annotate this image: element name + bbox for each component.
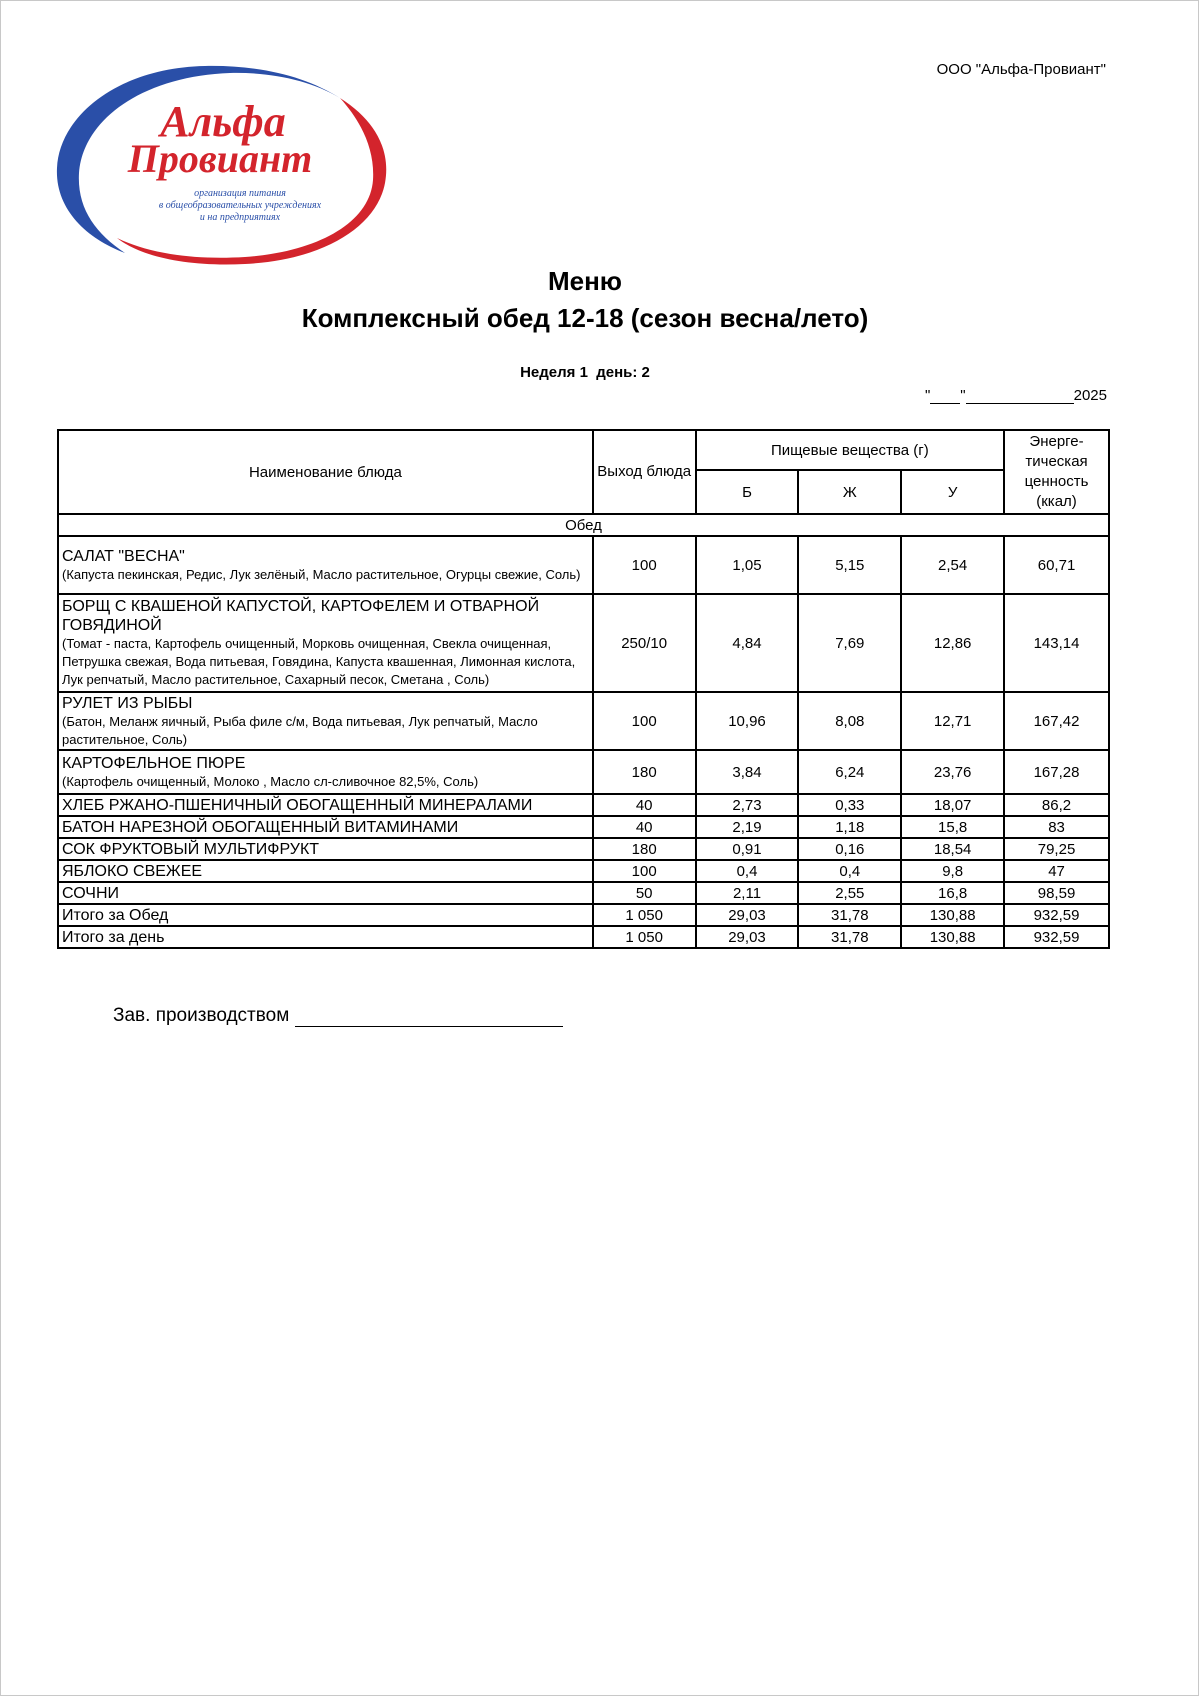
dish-kcal: 98,59 <box>1004 882 1109 904</box>
dish-fat: 0,33 <box>798 794 901 816</box>
day-blank <box>930 389 960 404</box>
dish-fat: 5,15 <box>798 536 901 594</box>
header-nutrients: Пищевые вещества (г) <box>696 430 1004 470</box>
table-row <box>58 750 1109 794</box>
table-row <box>58 594 1109 692</box>
signature-label: Зав. производством <box>113 1005 290 1026</box>
dish-fat: 1,18 <box>798 816 901 838</box>
dish-yield: 180 <box>593 750 696 794</box>
dish-carbs: 18,54 <box>901 838 1004 860</box>
logo-tagline2: в общеобразовательных учреждениях <box>158 200 322 211</box>
total-label: Итого за день <box>58 926 593 948</box>
header-protein: Б <box>696 470 799 514</box>
dish-yield: 100 <box>593 860 696 882</box>
header-energy: Энерге-тическая ценность (ккал) <box>1004 430 1109 514</box>
total-protein: 29,03 <box>696 904 799 926</box>
dish-name: РУЛЕТ ИЗ РЫБЫ <box>62 694 193 712</box>
dish-kcal: 86,2 <box>1004 794 1109 816</box>
dish-carbs: 2,54 <box>901 536 1004 594</box>
dish-carbs: 12,86 <box>901 594 1004 692</box>
logo-brand-line1: Альфа <box>160 97 286 146</box>
dish-yield: 40 <box>593 794 696 816</box>
total-label: Итого за Обед <box>58 904 593 926</box>
dish-kcal: 143,14 <box>1004 594 1109 692</box>
dish-kcal: 83 <box>1004 816 1109 838</box>
company-logo <box>55 58 390 268</box>
page-title: Меню <box>547 266 623 296</box>
dish-protein: 2,73 <box>696 794 799 816</box>
dish-carbs: 16,8 <box>901 882 1004 904</box>
dish-kcal: 167,28 <box>1004 750 1109 794</box>
total-carbs: 130,88 <box>901 926 1004 948</box>
dish-yield: 40 <box>593 816 696 838</box>
dish-fat: 0,4 <box>798 860 901 882</box>
dish-kcal: 79,25 <box>1004 838 1109 860</box>
company-name: ООО "Альфа-Провиант" <box>936 61 1106 78</box>
signature-block <box>113 1005 563 1027</box>
dish-yield: 180 <box>593 838 696 860</box>
dish-protein: 1,05 <box>696 536 799 594</box>
dish-kcal: 47 <box>1004 860 1109 882</box>
dish-fat: 0,16 <box>798 838 901 860</box>
total-row-day <box>58 926 1109 948</box>
total-protein: 29,03 <box>696 926 799 948</box>
dish-fat: 2,55 <box>798 882 901 904</box>
dish-composition: (Томат - паста, Картофель очищенный, Морковь очищенная, Свекла очищенная, Петрушка свежая, Вода питьевая, Говядина, Капуста квашенная, Лимонная кислота, Лук репчатый, Масло растительное, Сахарный песок, Сметана , Соль) <box>62 636 576 687</box>
dish-carbs: 15,8 <box>901 816 1004 838</box>
table-row <box>58 692 1109 750</box>
dish-protein: 10,96 <box>696 692 799 750</box>
total-kcal: 932,59 <box>1004 904 1109 926</box>
logo-brand-line2: Провиант <box>127 136 313 181</box>
page-subtitle: Комплексный обед 12-18 (сезон весна/лето) <box>301 303 869 333</box>
dish-fat: 6,24 <box>798 750 901 794</box>
table-row <box>58 536 1109 594</box>
total-fat: 31,78 <box>798 926 901 948</box>
dish-yield: 250/10 <box>593 594 696 692</box>
dish-protein: 0,91 <box>696 838 799 860</box>
dish-kcal: 60,71 <box>1004 536 1109 594</box>
dish-name: ХЛЕБ РЖАНО-ПШЕНИЧНЫЙ ОБОГАЩЕННЫЙ МИНЕРАЛАМИ <box>58 794 593 816</box>
signature-line <box>295 1006 563 1027</box>
month-blank <box>966 389 1074 404</box>
table-row <box>58 838 1109 860</box>
table-row <box>58 860 1109 882</box>
dish-fat: 7,69 <box>798 594 901 692</box>
dish-carbs: 18,07 <box>901 794 1004 816</box>
total-kcal: 932,59 <box>1004 926 1109 948</box>
date-year: 2025 <box>1073 387 1107 404</box>
dish-name: БОРЩ С КВАШЕНОЙ КАПУСТОЙ, КАРТОФЕЛЕМ И ОТВАРНОЙ ГОВЯДИНОЙ <box>62 598 540 634</box>
dish-kcal: 167,42 <box>1004 692 1109 750</box>
dish-fat: 8,08 <box>798 692 901 750</box>
dish-name: КАРТОФЕЛЬНОЕ ПЮРЕ <box>62 754 246 772</box>
dish-carbs: 12,71 <box>901 692 1004 750</box>
table-row <box>58 882 1109 904</box>
week-label: Неделя 1 день: 2 <box>520 364 650 381</box>
section-lunch: Обед <box>58 514 1109 536</box>
dish-name: СОК ФРУКТОВЫЙ МУЛЬТИФРУКТ <box>58 838 593 860</box>
table-row <box>58 794 1109 816</box>
total-fat: 31,78 <box>798 904 901 926</box>
dish-protein: 4,84 <box>696 594 799 692</box>
dish-composition: (Батон, Меланж яичный, Рыба филе с/м, Вода питьевая, Лук репчатый, Масло растительное, Соль) <box>62 713 538 747</box>
dish-name: СОЧНИ <box>58 882 593 904</box>
header-dish-name: Наименование блюда <box>58 430 593 514</box>
header-fat: Ж <box>798 470 901 514</box>
dish-composition: (Картофель очищенный, Молоко , Масло сл-сливочное 82,5%, Соль) <box>62 773 479 789</box>
dish-protein: 0,4 <box>696 860 799 882</box>
total-row-lunch <box>58 904 1109 926</box>
date-line: " " 2025 <box>924 387 1107 404</box>
logo-tagline3: и на предприятиях <box>199 212 281 223</box>
header-carbs: У <box>901 470 1004 514</box>
dish-protein: 2,11 <box>696 882 799 904</box>
dish-name: САЛАТ "ВЕСНА" <box>62 547 185 565</box>
logo-tagline1: организация питания <box>194 188 286 199</box>
dish-yield: 100 <box>593 692 696 750</box>
dish-composition: (Капуста пекинская, Редис, Лук зелёный, Масло растительное, Огурцы свежие, Соль) <box>62 566 581 582</box>
dish-carbs: 23,76 <box>901 750 1004 794</box>
total-yield: 1 050 <box>593 904 696 926</box>
dish-yield: 100 <box>593 536 696 594</box>
dish-protein: 3,84 <box>696 750 799 794</box>
menu-table <box>57 429 1110 949</box>
dish-yield: 50 <box>593 882 696 904</box>
total-yield: 1 050 <box>593 926 696 948</box>
total-carbs: 130,88 <box>901 904 1004 926</box>
dish-carbs: 9,8 <box>901 860 1004 882</box>
table-row <box>58 816 1109 838</box>
dish-name: БАТОН НАРЕЗНОЙ ОБОГАЩЕННЫЙ ВИТАМИНАМИ <box>58 816 593 838</box>
dish-name: ЯБЛОКО СВЕЖЕЕ <box>58 860 593 882</box>
dish-protein: 2,19 <box>696 816 799 838</box>
header-yield: Выход блюда <box>593 430 696 514</box>
